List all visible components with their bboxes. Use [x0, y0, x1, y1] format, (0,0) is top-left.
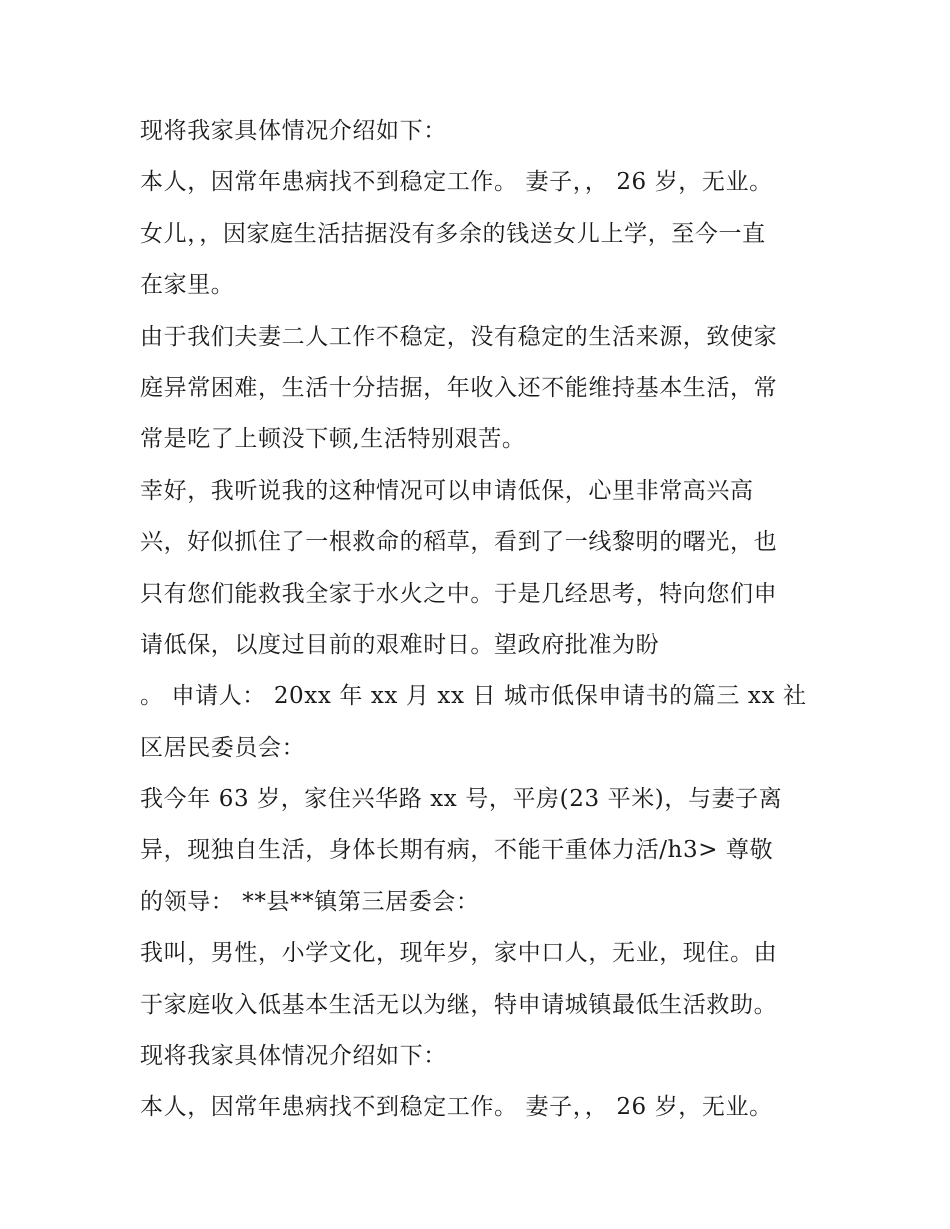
text-line: 的领导： **县**镇第三居委会： — [140, 888, 480, 915]
text-line: 幸好，我听说我的这种情况可以申请低保，心里非常高兴高 — [140, 477, 754, 504]
text-line: 女儿，，因家庭生活拮据没有多余的钱送女儿上学，至今一直 — [140, 220, 766, 247]
text-line: 现将我家具体情况介绍如下： — [140, 1043, 447, 1070]
text-line: 由于我们夫妻二人工作不稳定，没有稳定的生活来源，致使家 — [140, 323, 778, 350]
text-line: 请低保，以度过目前的艰难时日。望政府批准为盼 — [140, 631, 660, 658]
text-line: 本人，因常年患病找不到稳定工作。 妻子，， 26 岁，无业。 — [140, 169, 773, 196]
text-line: 。 申请人： 20xx 年 xx 月 xx 日 城市低保申请书的篇三 xx 社 — [140, 683, 807, 710]
text-line: 在家里。 — [140, 272, 235, 299]
text-line: 现将我家具体情况介绍如下： — [140, 118, 447, 144]
text-line: 异，现独自生活，身体长期有病，不能干重体力活/h3> 尊敬 — [140, 837, 774, 864]
text-line: 常是吃了上顿没下顿,生活特别艰苦。 — [140, 426, 526, 453]
text-line: 兴，好似抓住了一根救命的稻草，看到了一线黎明的曙光，也 — [140, 529, 778, 556]
text-line: 只有您们能救我全家于水火之中。于是几经思考，特向您们申 — [140, 580, 778, 607]
document-body — [140, 106, 820, 1134]
text-line: 庭异常困难，生活十分拮据，年收入还不能维持基本生活，常 — [140, 374, 778, 401]
text-line: 我今年 63 岁，家住兴华路 xx 号，平房(23 平米)，与妻子离 — [140, 786, 783, 813]
text-line: 本人，因常年患病找不到稳定工作。 妻子，， 26 岁，无业。 — [140, 1094, 773, 1121]
text-line: 我叫，男性，小学文化，现年岁，家中口人，无业，现住。由 — [140, 940, 778, 967]
text-line: 于家庭收入低基本生活无以为继，特申请城镇最低生活救助。 — [140, 991, 778, 1018]
text-line: 区居民委员会： — [140, 734, 306, 761]
